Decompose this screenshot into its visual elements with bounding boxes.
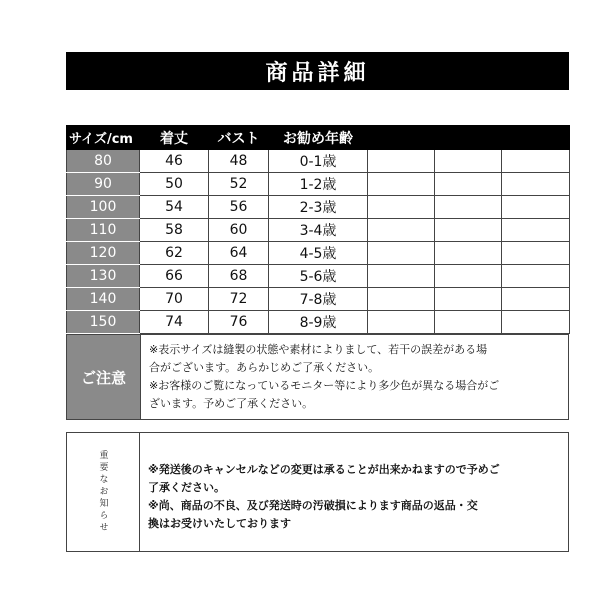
notice-label: 重要なお知らせ bbox=[97, 450, 108, 534]
empty-cell bbox=[435, 265, 502, 288]
empty-cell bbox=[435, 196, 502, 219]
empty-cell bbox=[502, 242, 570, 265]
empty-cell bbox=[502, 311, 570, 334]
empty-cell bbox=[368, 173, 435, 196]
age-cell: 8-9歳 bbox=[269, 311, 368, 334]
size-cell: 110 bbox=[67, 219, 140, 242]
caution-label: ご注意 bbox=[67, 335, 141, 420]
empty-cell bbox=[435, 150, 502, 173]
length-cell: 62 bbox=[140, 242, 209, 265]
empty-cell bbox=[368, 311, 435, 334]
notice-line: ※尚、商品の不良、及び発送時の汚破損によります商品の返品・交 bbox=[148, 499, 478, 512]
table-row bbox=[67, 150, 570, 173]
table-row bbox=[67, 196, 570, 219]
table-header-row bbox=[67, 126, 570, 150]
header-bust: バスト bbox=[209, 126, 269, 150]
header-size: サイズ/cm bbox=[67, 126, 140, 150]
age-cell: 1-2歳 bbox=[269, 173, 368, 196]
notice-label-cell bbox=[67, 433, 140, 551]
notice-line: ※発送後のキャンセルなどの変更は承ることが出来かねますので予めご bbox=[148, 463, 500, 476]
empty-cell bbox=[435, 173, 502, 196]
empty-cell bbox=[435, 219, 502, 242]
notice-line: 換はお受けいたしております bbox=[148, 517, 291, 530]
caution-line: ※表示サイズは縫製の状態や素材によりまして、若干の誤差がある場 bbox=[149, 343, 488, 356]
age-cell: 0-1歳 bbox=[269, 150, 368, 173]
bust-cell: 68 bbox=[209, 265, 269, 288]
caution-line: 合がございます。あらかじめご了承ください。 bbox=[149, 361, 380, 374]
length-cell: 54 bbox=[140, 196, 209, 219]
empty-cell bbox=[368, 219, 435, 242]
age-cell: 7-8歳 bbox=[269, 288, 368, 311]
table-row bbox=[67, 265, 570, 288]
size-cell: 130 bbox=[67, 265, 140, 288]
table-row bbox=[67, 219, 570, 242]
header-empty bbox=[435, 126, 502, 150]
header-empty bbox=[368, 126, 435, 150]
table-row bbox=[67, 173, 570, 196]
size-cell: 80 bbox=[67, 150, 140, 173]
notice-text bbox=[140, 433, 568, 551]
empty-cell bbox=[502, 150, 570, 173]
size-cell: 100 bbox=[67, 196, 140, 219]
size-cell: 120 bbox=[67, 242, 140, 265]
empty-cell bbox=[502, 288, 570, 311]
empty-cell bbox=[502, 265, 570, 288]
header-empty bbox=[502, 126, 570, 150]
age-cell: 5-6歳 bbox=[269, 265, 368, 288]
size-cell: 150 bbox=[67, 311, 140, 334]
empty-cell bbox=[502, 173, 570, 196]
empty-cell bbox=[502, 219, 570, 242]
length-cell: 74 bbox=[140, 311, 209, 334]
empty-cell bbox=[368, 196, 435, 219]
empty-cell bbox=[368, 150, 435, 173]
caution-table bbox=[66, 334, 569, 420]
bust-cell: 56 bbox=[209, 196, 269, 219]
table-row bbox=[67, 311, 570, 334]
bust-cell: 72 bbox=[209, 288, 269, 311]
age-cell: 3-4歳 bbox=[269, 219, 368, 242]
empty-cell bbox=[435, 288, 502, 311]
caution-line: ※お客様のご覧になっているモニター等により多少色が異なる場合がご bbox=[149, 379, 500, 392]
empty-cell bbox=[502, 196, 570, 219]
empty-cell bbox=[368, 242, 435, 265]
header-length: 着丈 bbox=[140, 126, 209, 150]
empty-cell bbox=[368, 265, 435, 288]
length-cell: 58 bbox=[140, 219, 209, 242]
size-cell: 90 bbox=[67, 173, 140, 196]
important-notice-box bbox=[66, 432, 569, 552]
size-chart-table bbox=[66, 125, 570, 334]
bust-cell: 64 bbox=[209, 242, 269, 265]
bust-cell: 48 bbox=[209, 150, 269, 173]
table-row bbox=[67, 242, 570, 265]
caution-line: ざいます。予めご了承ください。 bbox=[149, 397, 314, 410]
bust-cell: 52 bbox=[209, 173, 269, 196]
empty-cell bbox=[435, 242, 502, 265]
length-cell: 66 bbox=[140, 265, 209, 288]
bust-cell: 76 bbox=[209, 311, 269, 334]
caution-text bbox=[141, 335, 569, 420]
size-cell: 140 bbox=[67, 288, 140, 311]
page-title: 商品詳細 bbox=[66, 52, 569, 90]
age-cell: 2-3歳 bbox=[269, 196, 368, 219]
length-cell: 46 bbox=[140, 150, 209, 173]
bust-cell: 60 bbox=[209, 219, 269, 242]
header-age: お勧め年齢 bbox=[269, 126, 368, 150]
table-row bbox=[67, 288, 570, 311]
empty-cell bbox=[368, 288, 435, 311]
notice-line: 了承ください。 bbox=[148, 481, 225, 494]
length-cell: 70 bbox=[140, 288, 209, 311]
empty-cell bbox=[435, 311, 502, 334]
age-cell: 4-5歳 bbox=[269, 242, 368, 265]
length-cell: 50 bbox=[140, 173, 209, 196]
